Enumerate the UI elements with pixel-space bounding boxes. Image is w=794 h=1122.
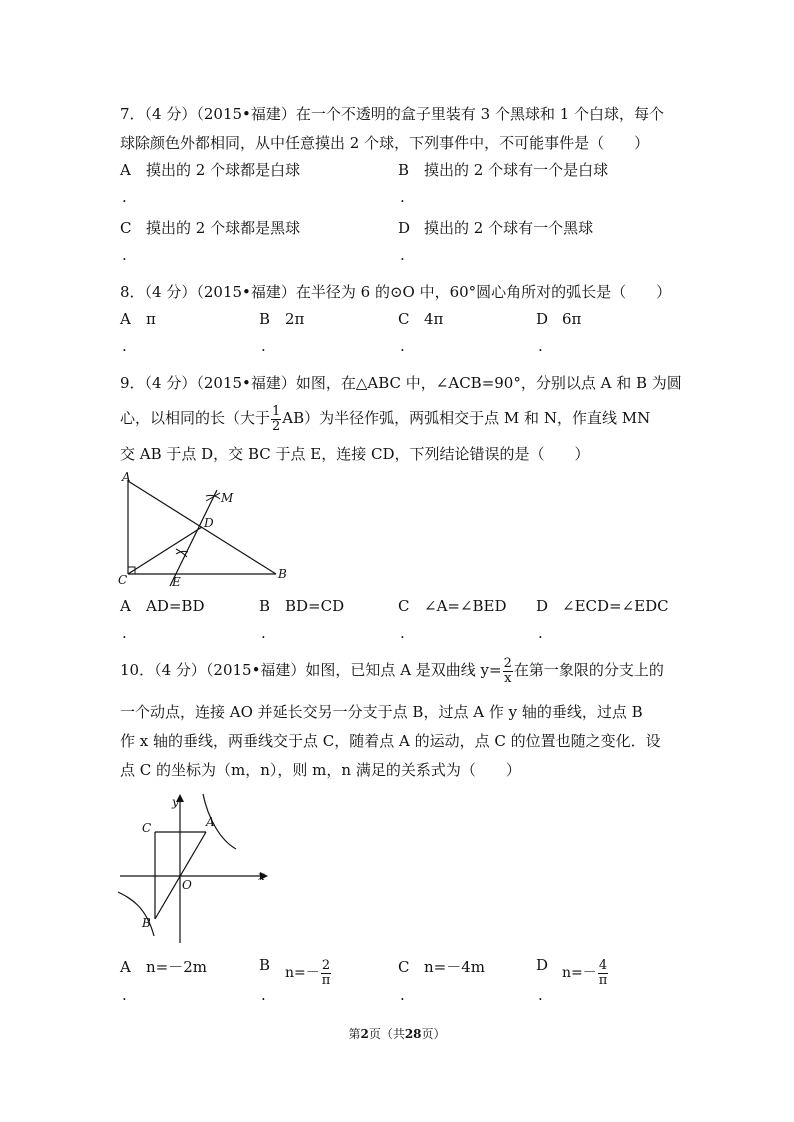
option-text: π — [146, 310, 156, 328]
option-text: n=－4m — [424, 958, 485, 976]
fraction-numerator: 1 — [272, 403, 281, 419]
q7-option-b[interactable] — [398, 160, 608, 180]
option-letter: B — [259, 956, 271, 974]
label-e: E — [172, 575, 181, 588]
q9-option-b[interactable] — [259, 596, 344, 616]
q10-line-4: 点 C 的坐标为（m，n），则 m，n 满足的关系式为（ ） — [120, 761, 521, 779]
option-dot: . — [122, 337, 127, 355]
option-dot: . — [261, 624, 266, 642]
option-letter: B — [259, 310, 271, 328]
option-dot: . — [538, 986, 543, 1004]
q10-option-b[interactable] — [259, 955, 332, 990]
q9-line-2-post: AB）为半径作弧，两弧相交于点 M 和 N，作直线 MN — [282, 409, 651, 427]
option-dot: . — [122, 188, 127, 206]
q9-line-1: 9．（4 分）（2015•福建）如图，在△ABC 中，∠ACB=90°，分别以点 A 和 B 为圆 — [120, 374, 682, 392]
q9-option-d[interactable] — [536, 596, 669, 616]
option-letter: C — [398, 958, 410, 976]
option-letter: D — [536, 597, 549, 615]
q8-option-a[interactable] — [120, 309, 156, 329]
option-text: 6π — [562, 310, 582, 328]
option-letter: B — [259, 597, 271, 615]
option-dot: . — [400, 337, 405, 355]
option-text: 摸出的 2 个球有一个是白球 — [424, 161, 609, 179]
option-letter: C — [120, 219, 132, 237]
option-dot: . — [122, 986, 127, 1004]
label-a: A — [206, 815, 215, 829]
q8-line-1: 8．（4 分）（2015•福建）在半径为 6 的⊙O 中，60°圆心角所对的弧长是（ ） — [120, 283, 672, 301]
q9-line-2 — [120, 401, 650, 435]
option-text: n=－ — [285, 965, 320, 981]
label-x: x — [258, 869, 265, 883]
q9-option-a[interactable] — [120, 596, 204, 616]
q8-option-c[interactable] — [398, 309, 443, 329]
option-dot: . — [400, 246, 405, 264]
label-b: B — [142, 916, 151, 930]
footer-mid: 页（共 — [368, 1027, 405, 1041]
option-text: ∠A=∠BED — [424, 597, 507, 615]
option-dot: . — [122, 246, 127, 264]
label-y: y — [172, 795, 179, 809]
option-fraction — [598, 959, 609, 988]
option-letter: A — [120, 310, 131, 328]
option-letter: C — [398, 310, 410, 328]
q10-line-2: 一个动点，连接 AO 并延长交另一分支于点 B，过点 A 作 y 轴的垂线，过点 B — [120, 703, 643, 721]
q10-line-1-pre: 10．（4 分）（2015•福建）如图，已知点 A 是双曲线 y= — [120, 661, 502, 679]
fraction-numerator: 2 — [321, 957, 331, 973]
footer-pre: 第 — [348, 1027, 361, 1041]
q9-triangle-figure — [112, 468, 302, 588]
page-footer — [0, 1025, 794, 1042]
option-letter: B — [398, 161, 410, 179]
option-text: AD=BD — [146, 597, 205, 615]
q8-option-d[interactable] — [536, 309, 581, 329]
option-fraction — [321, 959, 332, 988]
hyperbola-fraction — [503, 657, 513, 686]
fraction-denominator: π — [321, 972, 331, 988]
fraction-denominator: x — [504, 670, 512, 686]
label-c: C — [118, 573, 128, 587]
option-text: 4π — [424, 310, 444, 328]
option-letter: D — [398, 219, 411, 237]
q10-option-a[interactable] — [120, 957, 207, 977]
line-mn — [170, 490, 217, 586]
option-letter: D — [536, 956, 549, 974]
option-text: 2π — [285, 310, 305, 328]
q7-line-2: 球除颜色外都相同，从中任意摸出 2 个球，下列事件中，不可能事件是（ ） — [120, 134, 650, 152]
option-text: BD=CD — [285, 597, 345, 615]
q9-line-2-pre: 心，以相同的长（大于 — [120, 409, 271, 427]
q7-option-c[interactable] — [120, 218, 300, 238]
option-letter: A — [120, 958, 131, 976]
segment-cd — [128, 527, 202, 574]
option-dot: . — [122, 624, 127, 642]
q10-option-d[interactable] — [536, 955, 609, 990]
label-d: D — [204, 516, 214, 530]
fraction-denominator: 2 — [272, 418, 281, 434]
option-text: n=－ — [562, 965, 597, 981]
option-dot: . — [538, 624, 543, 642]
label-a: A — [122, 470, 131, 484]
option-letter: A — [120, 161, 131, 179]
q10-line-1-post: 在第一象限的分支上的 — [513, 661, 664, 679]
option-dot: . — [538, 337, 543, 355]
half-fraction — [271, 405, 281, 434]
fraction-denominator: π — [598, 972, 608, 988]
option-dot: . — [400, 986, 405, 1004]
option-letter: C — [398, 597, 410, 615]
option-dot: . — [261, 337, 266, 355]
q7-option-a[interactable] — [120, 160, 300, 180]
q7-option-d[interactable] — [398, 218, 593, 238]
option-letter: A — [120, 597, 131, 615]
q10-hyperbola-figure — [112, 788, 272, 948]
option-text: n=－2m — [146, 958, 207, 976]
option-dot: . — [400, 188, 405, 206]
q10-line-1 — [120, 653, 664, 687]
option-text: ∠ECD=∠EDC — [562, 597, 669, 615]
q10-option-c[interactable] — [398, 957, 485, 977]
q9-line-3: 交 AB 于点 D，交 BC 于点 E，连接 CD，下列结论错误的是（ ） — [120, 445, 590, 463]
option-dot: . — [261, 986, 266, 1004]
footer-page-number: 2 — [360, 1027, 369, 1041]
q7-line-1: 7．（4 分）（2015•福建）在一个不透明的盒子里装有 3 个黑球和 1 个白球，每个 — [120, 105, 665, 123]
footer-post: 页） — [421, 1027, 446, 1041]
label-o: O — [182, 878, 192, 892]
footer-total-pages: 28 — [404, 1027, 422, 1041]
fraction-numerator: 2 — [503, 655, 512, 671]
label-c: C — [142, 821, 152, 835]
option-text: 摸出的 2 个球都是白球 — [146, 161, 301, 179]
q10-line-3: 作 x 轴的垂线，两垂线交于点 C，随着点 A 的运动，点 C 的位置也随之变化．设 — [120, 732, 661, 750]
label-m: M — [221, 491, 234, 505]
option-dot: . — [400, 624, 405, 642]
q9-option-c[interactable] — [398, 596, 507, 616]
label-b: B — [278, 567, 287, 581]
fraction-numerator: 4 — [598, 957, 608, 973]
q8-option-b[interactable] — [259, 309, 304, 329]
option-letter: D — [536, 310, 549, 328]
option-text: 摸出的 2 个球都是黑球 — [146, 219, 301, 237]
option-text: 摸出的 2 个球有一个黑球 — [424, 219, 594, 237]
